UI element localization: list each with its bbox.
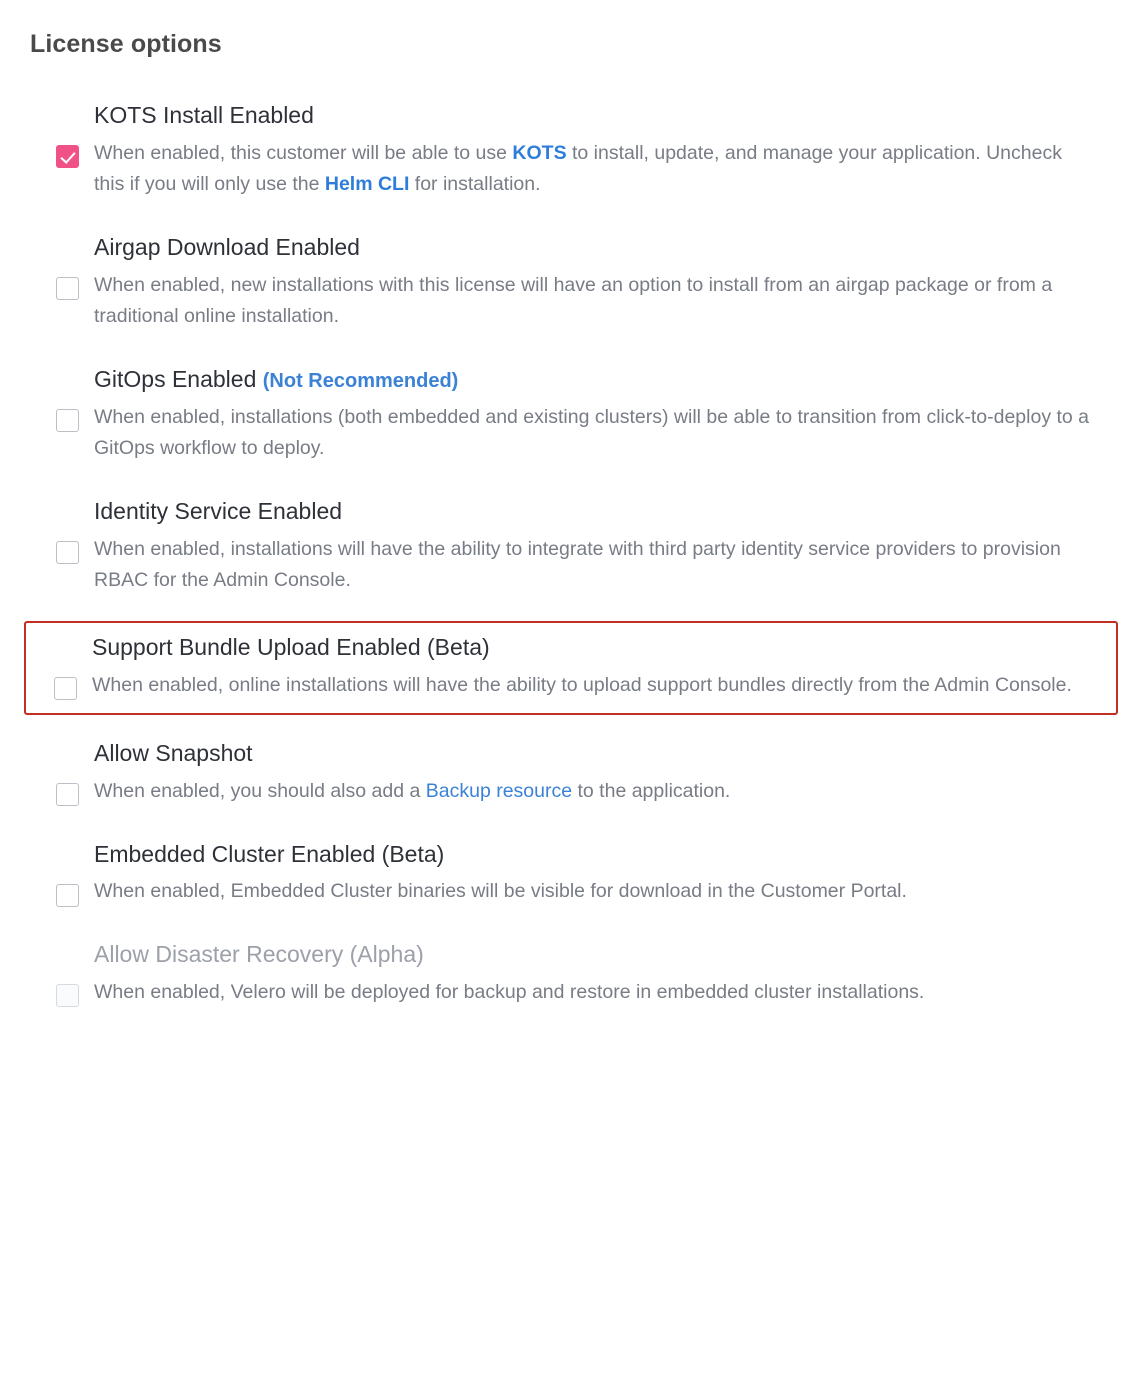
option-title-text: GitOps Enabled [94,365,257,392]
checkbox-cell [40,497,94,564]
option-title-airgap-download-enabled: Airgap Download Enabled [94,233,360,260]
option-description-kots-install-enabled [94,138,1094,201]
license-option-gitops-enabled[interactable] [26,357,1116,473]
license-option-kots-install-enabled[interactable] [26,93,1116,209]
license-option-support-bundle-upload-enabled[interactable] [24,621,1118,715]
license-options-list [26,93,1116,1016]
license-option-allow-disaster-recovery [26,932,1116,1016]
option-title-identity-service-enabled: Identity Service Enabled [94,497,343,524]
desc-text-part-a: When enabled, this customer will be able to use [94,141,513,164]
option-description-allow-disaster-recovery: When enabled, Velero will be deployed for backup and restore in embedded cluster installations. [94,980,925,1003]
checkbox-allow-snapshot[interactable] [56,783,79,806]
license-option-airgap-download-enabled[interactable] [26,225,1116,341]
checkbox-airgap-download-enabled[interactable] [56,277,79,300]
option-body [94,940,1104,1008]
desc-text-part-c: for installation. [409,173,541,196]
option-title-embedded-cluster-enabled: Embedded Cluster Enabled (Beta) [94,840,445,867]
option-body [94,497,1104,597]
backup-resource-link[interactable]: Backup resource [425,779,573,802]
option-body [94,101,1104,201]
checkbox-support-bundle-upload-enabled[interactable] [54,677,77,700]
desc-text-part-b: to install, update, and manage your application. Uncheck this if you will only use the [94,141,1062,196]
option-description-allow-snapshot [94,776,1094,808]
option-title-note: (Not Recommended) [262,369,459,392]
checkbox-cell [40,365,94,432]
license-option-embedded-cluster-enabled[interactable] [26,832,1116,916]
option-body [94,739,1104,807]
desc-text-part-b: to the application. [572,779,731,802]
option-title-support-bundle-upload-enabled: Support Bundle Upload Enabled (Beta) [92,633,490,660]
kots-link[interactable]: KOTS [512,141,567,164]
license-option-allow-snapshot[interactable] [26,731,1116,815]
checkbox-cell [40,739,94,806]
option-title-allow-snapshot: Allow Snapshot [94,740,253,767]
option-title-allow-disaster-recovery: Allow Disaster Recovery (Alpha) [94,940,424,967]
option-description-gitops-enabled: When enabled, installations (both embedded and existing clusters) will be able to transition from click-to-deploy to a GitOps workflow to deploy. [94,405,1090,460]
checkbox-cell [40,840,94,907]
checkbox-allow-disaster-recovery [56,984,79,1007]
checkbox-identity-service-enabled[interactable] [56,541,79,564]
option-body [92,633,1106,701]
option-description-identity-service-enabled: When enabled, installations will have the ability to integrate with third party identity service providers to provision RBAC for the Admin Console. [94,537,1061,592]
page-title: License options [30,30,222,58]
option-description-support-bundle-upload-enabled: When enabled, online installations will have the ability to upload support bundles directly from the Admin Console. [92,673,1072,696]
checkbox-embedded-cluster-enabled[interactable] [56,884,79,907]
checkbox-gitops-enabled[interactable] [56,409,79,432]
option-description-embedded-cluster-enabled: When enabled, Embedded Cluster binaries will be visible for download in the Customer Portal. [94,880,907,903]
option-title-kots-install-enabled: KOTS Install Enabled [94,102,314,128]
checkbox-cell [40,233,94,300]
option-body [94,840,1104,908]
checkbox-kots-install-enabled[interactable] [56,145,79,168]
checkbox-cell [38,633,92,700]
option-description-airgap-download-enabled: When enabled, new installations with this license will have an option to install from an airgap package or from a traditional online installation. [94,273,1053,328]
license-option-identity-service-enabled[interactable] [26,489,1116,605]
helm-cli-link[interactable]: Helm CLI [324,173,410,196]
option-title-gitops-enabled [94,365,1094,394]
checkbox-cell [40,101,94,168]
option-body [94,365,1104,465]
checkbox-cell [40,940,94,1007]
desc-text-part-a: When enabled, you should also add a [94,779,426,802]
option-body [94,233,1104,333]
